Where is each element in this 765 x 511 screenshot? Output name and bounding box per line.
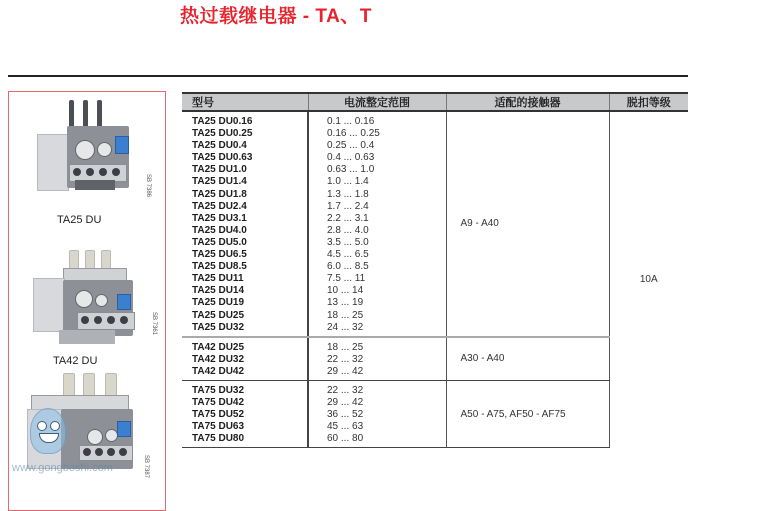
current-range: 22 ... 32 — [327, 384, 364, 396]
model-name: TA25 DU8.5 — [192, 261, 247, 273]
current-range: 4.5 ... 6.5 — [327, 249, 369, 261]
current-range: 0.4 ... 0.63 — [327, 152, 375, 164]
model-name: TA25 DU1.0 — [192, 164, 247, 176]
image-caption: TA25 DU — [57, 214, 102, 226]
current-range: 1.0 ... 1.4 — [327, 176, 369, 188]
current-range: 2.2 ... 3.1 — [327, 212, 369, 224]
current-range: 0.1 ... 0.16 — [327, 116, 375, 127]
trip-class-cell: 10A — [639, 274, 658, 286]
relay-illustration — [31, 100, 141, 205]
model-name: TA25 DU5.0 — [192, 236, 247, 248]
image-serial: SB 7386 — [145, 174, 151, 198]
current-range: 22 ... 32 — [327, 353, 364, 365]
current-range: 3.5 ... 5.0 — [327, 236, 369, 248]
model-name: TA25 DU1.4 — [192, 176, 247, 188]
current-range: 18 ... 25 — [327, 341, 364, 353]
current-range: 6.0 ... 8.5 — [327, 261, 369, 273]
model-name: TA42 DU42 — [192, 365, 245, 377]
model-name: TA42 DU25 — [192, 341, 245, 353]
product-image-ta42 — [9, 232, 165, 367]
page-title: 热过载继电器 - TA、T — [180, 6, 372, 27]
header-current-range: 电流整定范围 — [308, 93, 446, 111]
model-name: TA25 DU32 — [192, 321, 245, 333]
model-name: TA25 DU1.8 — [192, 188, 247, 200]
model-name: TA25 DU6.5 — [192, 249, 247, 261]
current-range: 2.8 ... 4.0 — [327, 224, 369, 236]
model-name: TA25 DU0.63 — [192, 152, 253, 164]
model-name: TA25 DU14 — [192, 285, 245, 297]
model-name: TA42 DU32 — [192, 353, 245, 365]
image-serial: SB 7387 — [143, 455, 149, 479]
model-cell — [182, 337, 308, 381]
model-name: TA25 DU3.1 — [192, 212, 247, 224]
current-range: 0.16 ... 0.25 — [327, 128, 380, 140]
range-cell — [308, 111, 446, 337]
product-image-ta25 — [9, 92, 165, 232]
contactor-cell: A50 - A75, AF50 - AF75 — [446, 380, 609, 447]
current-range: 24 ... 32 — [327, 321, 364, 333]
current-range: 0.25 ... 0.4 — [327, 140, 375, 152]
spec-table — [182, 92, 688, 448]
header-trip-class: 脱扣等级 — [609, 93, 688, 111]
model-name: TA75 DU52 — [192, 409, 245, 421]
current-range: 18 ... 25 — [327, 309, 364, 321]
model-name: TA25 DU4.0 — [192, 224, 247, 236]
model-name: TA25 DU0.16 — [192, 116, 253, 127]
header-contactor: 适配的接触器 — [446, 93, 609, 111]
range-cell — [308, 337, 446, 381]
current-range: 10 ... 14 — [327, 285, 364, 297]
current-range: 45 ... 63 — [327, 421, 364, 433]
model-name: TA75 DU63 — [192, 421, 245, 433]
range-cell — [308, 380, 446, 447]
current-range: 1.3 ... 1.8 — [327, 188, 369, 200]
current-range: 0.63 ... 1.0 — [327, 164, 375, 176]
image-caption: TA42 DU — [53, 355, 98, 367]
contactor-cell: A9 - A40 — [446, 111, 609, 337]
model-cell — [182, 111, 308, 337]
current-range: 36 ... 52 — [327, 409, 364, 421]
title-divider — [8, 75, 688, 77]
current-range: 13 ... 19 — [327, 297, 364, 309]
model-name: TA25 DU2.4 — [192, 200, 247, 212]
model-name: TA25 DU0.25 — [192, 128, 253, 140]
model-name: TA75 DU32 — [192, 384, 245, 396]
model-name: TA75 DU42 — [192, 397, 245, 409]
header-model: 型号 — [182, 93, 308, 111]
current-range: 60 ... 80 — [327, 433, 364, 445]
model-name: TA25 DU25 — [192, 309, 245, 321]
current-range: 7.5 ... 11 — [327, 273, 366, 285]
model-name: TA25 DU0.4 — [192, 140, 247, 152]
model-name: TA25 DU19 — [192, 297, 245, 309]
table-header-row — [182, 93, 688, 111]
model-name: TA75 DU80 — [192, 433, 245, 445]
model-name: TA25 DU11 — [192, 273, 244, 285]
current-range: 29 ... 42 — [327, 365, 364, 377]
table-row-group-ta25 — [182, 111, 688, 337]
current-range: 29 ... 42 — [327, 397, 364, 409]
current-range: 1.7 ... 2.4 — [327, 200, 369, 212]
product-image-panel — [8, 91, 166, 511]
relay-illustration — [29, 250, 145, 350]
watermark-text: www.gongboshi.com — [12, 462, 113, 474]
model-cell — [182, 380, 308, 447]
image-serial: SB 7361 — [151, 312, 157, 336]
watermark-mascot-icon — [30, 408, 66, 454]
contactor-cell: A30 - A40 — [446, 337, 609, 381]
